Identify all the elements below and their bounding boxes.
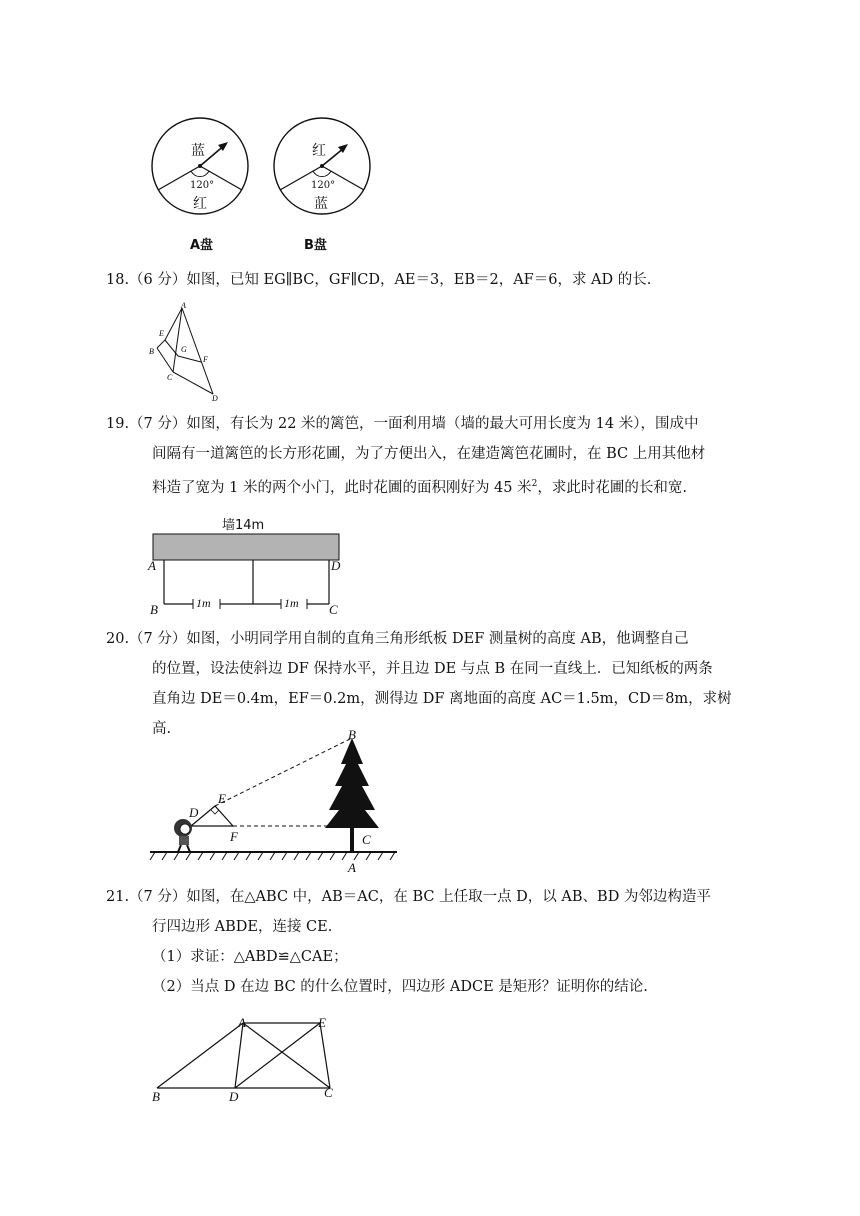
q19-label-c: C [329, 602, 338, 617]
q19-label-a: A [148, 558, 156, 573]
spinner-a-top-label: 蓝 [191, 143, 205, 159]
q18-label-e: E [159, 329, 164, 338]
spinner-b-bottom-label: 蓝 [314, 196, 328, 212]
q20-label-f: F [230, 829, 238, 844]
q19-door-2-label: 1m [284, 596, 299, 610]
q20-label-a: A [348, 860, 356, 875]
q18-label-f: F [203, 355, 208, 364]
question-19-line-1: 19.（7 分）如图，有长为 22 米的篱笆，一面利用墙（墙的最大可用长度为 14 米），围成中 [106, 416, 699, 432]
question-21-part-1: （1）求证：△ABD≌△CAE； [152, 949, 348, 965]
boy-figure [174, 819, 192, 852]
question-21-line-2: 行四边形 ABDE，连接 CE. [152, 919, 333, 935]
q20-label-b: B [348, 727, 356, 742]
q18-diagram [145, 300, 225, 402]
q20-label-d: D [189, 805, 199, 820]
q21-label-a: A [238, 1015, 246, 1030]
question-19-line-3: 料造了宽为 1 米的两个小门，此时花圃的面积刚好为 45 米$^2$，求此时花圃的长和宽. [152, 479, 687, 496]
spinner-b-top-label: 红 [312, 143, 326, 159]
q18-label-c: C [167, 373, 173, 382]
q19-diagram [145, 530, 350, 620]
q19-label-d: D [331, 558, 341, 573]
question-19 [106, 409, 746, 503]
question-21 [106, 882, 746, 1002]
q19-door-1-label: 1m [196, 596, 211, 610]
superscript-2: 2 [531, 479, 538, 489]
q20-label-e: E [218, 791, 226, 806]
q21-label-e: E [318, 1015, 326, 1030]
spinner-a-bottom-label: 红 [193, 196, 207, 212]
q20-label-c: C [362, 832, 371, 847]
q18-label-a: A [181, 301, 186, 310]
q20-diagram [145, 724, 405, 874]
spinner-b-angle-label: 120° [311, 180, 336, 191]
q21-label-b: B [152, 1089, 160, 1104]
q18-label-d: D [212, 394, 218, 402]
question-18 [106, 265, 746, 295]
question-20-line-3: 直角边 DE＝0.4m，EF＝0.2m，测得边 DF 离地面的高度 AC＝1.5m，CD＝8m，求树高. [152, 691, 732, 737]
question-21-part-2: （2）当点 D 在边 BC 的什么位置时，四边形 ADCE 是矩形？证明你的结论. [152, 979, 648, 995]
q18-label-b: B [149, 347, 154, 356]
q21-label-d: D [229, 1089, 239, 1104]
question-20-line-2: 的位置，设法使斜边 DF 保持水平，并且边 DE 与点 B 在同一直线上．已知纸板的两条 [152, 661, 713, 677]
spinner-a-caption: A盘 [190, 238, 214, 253]
spinner-b-caption: B盘 [304, 238, 327, 253]
question-21-line-1: 21.（7 分）如图，在△ABC 中，AB＝AC，在 BC 上任取一点 D，以 AB、BD 为邻边构造平 [106, 889, 711, 905]
question-18-text: 18.（6 分）如图，已知 EG∥BC，GF∥CD，AE＝3，EB＝2，AF＝6，求 AD 的长. [106, 272, 652, 288]
q18-label-g: G [181, 345, 187, 354]
q21-label-c: C [324, 1085, 333, 1100]
q19-label-b: B [150, 602, 158, 617]
question-20-line-1: 20.（7 分）如图，小明同学用自制的直角三角形纸板 DEF 测量树的高度 AB，他调整自己 [106, 631, 689, 647]
question-19-line-2: 间隔有一道篱笆的长方形花圃，为了方便出入，在建造篱笆花圃时，在 BC 上用其他材 [152, 446, 706, 462]
spinner-a-angle-label: 120° [190, 180, 215, 191]
q19-wall-label: 墙14m [222, 518, 265, 533]
